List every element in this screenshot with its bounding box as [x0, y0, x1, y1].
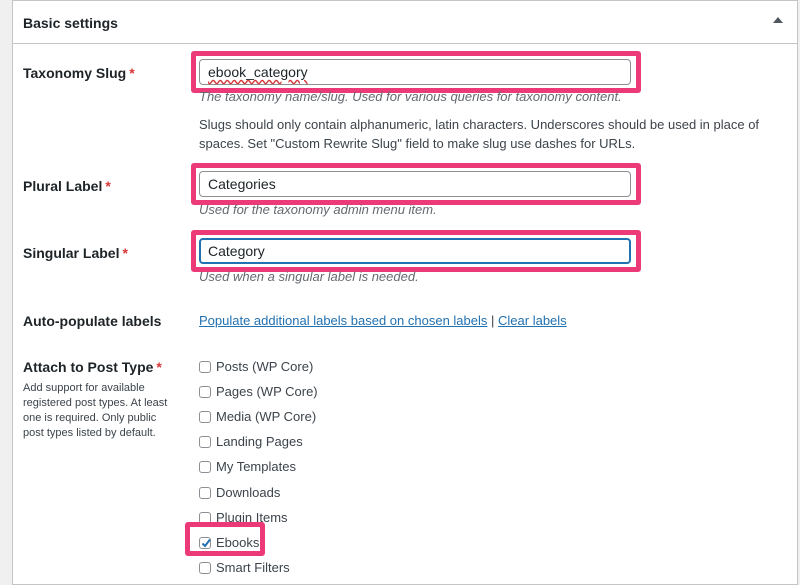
singular-label-description: Used when a singular label is needed. [199, 269, 419, 284]
taxonomy-slug-description: The taxonomy name/slug. Used for various queries for taxonomy content. [199, 89, 622, 104]
post-type-media[interactable]: Media (WP Core) [199, 409, 316, 427]
checkbox[interactable] [199, 361, 211, 373]
required-mark: * [156, 359, 162, 375]
singular-label-input[interactable]: Category [199, 238, 631, 264]
link-separator: | [491, 313, 495, 328]
auto-populate-label: Auto-populate labels [23, 313, 162, 329]
post-type-posts[interactable]: Posts (WP Core) [199, 359, 313, 377]
checkbox[interactable] [199, 386, 211, 398]
plural-label-label: Plural Label * [23, 178, 111, 194]
checkmark-icon [200, 537, 212, 549]
required-mark: * [122, 245, 128, 261]
checkbox[interactable] [199, 461, 211, 473]
attach-post-type-label: Attach to Post Type * [23, 359, 162, 375]
required-mark: * [105, 178, 111, 194]
panel-header[interactable] [13, 1, 797, 44]
panel-title: Basic settings [23, 15, 118, 31]
singular-label-label: Singular Label * [23, 245, 128, 261]
basic-settings-panel [12, 0, 798, 585]
post-type-plugin-items[interactable]: Plugin Items [199, 510, 288, 528]
auto-populate-links [199, 313, 567, 328]
post-type-smart-filters[interactable]: Smart Filters [199, 560, 290, 578]
checkbox[interactable] [199, 562, 211, 574]
checkbox[interactable] [199, 436, 211, 448]
post-type-landing-pages[interactable]: Landing Pages [199, 434, 303, 452]
collapse-caret-icon[interactable] [773, 17, 783, 23]
plural-label-input[interactable]: Categories [199, 171, 631, 197]
plural-label-description: Used for the taxonomy admin menu item. [199, 202, 437, 217]
post-type-ebooks[interactable]: Ebooks [199, 535, 259, 553]
populate-labels-link[interactable]: Populate additional labels based on chosen labels [199, 313, 488, 328]
checkbox[interactable] [199, 537, 211, 549]
taxonomy-slug-label: Taxonomy Slug * [23, 65, 135, 81]
post-type-my-templates[interactable]: My Templates [199, 459, 296, 477]
required-mark: * [129, 65, 135, 81]
clear-labels-link[interactable]: Clear labels [498, 313, 567, 328]
post-type-pages[interactable]: Pages (WP Core) [199, 384, 318, 402]
post-type-downloads[interactable]: Downloads [199, 485, 280, 503]
taxonomy-slug-input[interactable]: ebook_category [199, 59, 631, 85]
checkbox[interactable] [199, 411, 211, 423]
checkbox[interactable] [199, 487, 211, 499]
slug-note: Slugs should only contain alphanumeric, latin characters. Underscores should be used in place of spaces. Set "Custom Rewrite Slug" field to make slug use dashes for URLs. [199, 117, 760, 151]
attach-help-text: Add support for available registered post types. At least one is required. Only public post types listed by default. [23, 382, 168, 439]
